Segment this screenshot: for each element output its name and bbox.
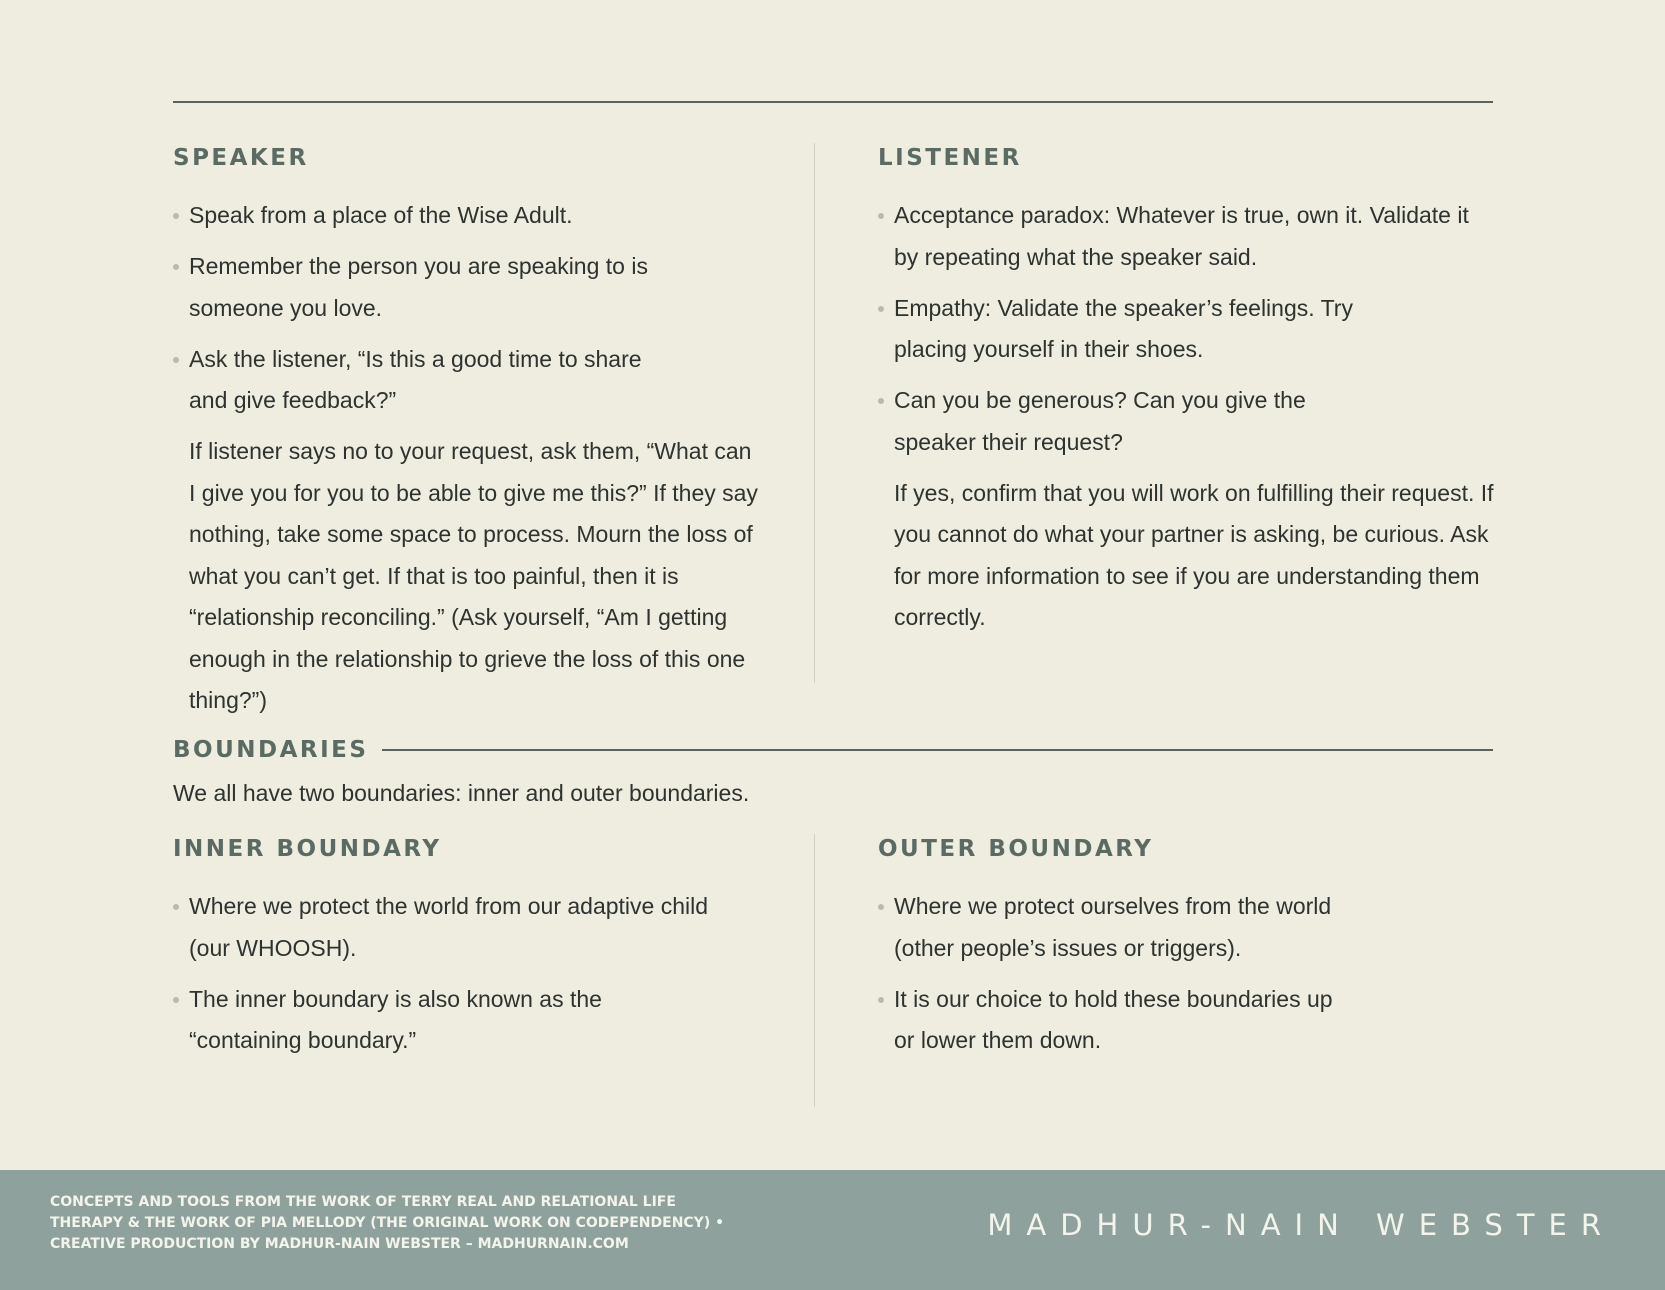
listener-heading: LISTENER (878, 145, 1022, 171)
boundaries-header (173, 735, 1493, 765)
bullet-dot-icon (878, 904, 884, 910)
footer (0, 1170, 1665, 1290)
boundaries-rule (358, 749, 1493, 751)
listener-bullet-text: Acceptance paradox: Whatever is true, own it. Validate it by repeating what the speaker said. (894, 202, 1469, 270)
footer-brand: MADHUR-NAIN WEBSTER (987, 1208, 1615, 1242)
listener-bullet-text: Empathy: Validate the speaker’s feelings. Try placing yourself in their shoes. (894, 294, 1353, 362)
bullet-dot-icon (173, 264, 179, 270)
inner-boundary-bullet-list (173, 886, 783, 1062)
inner-boundary-heading: INNER BOUNDARY (173, 836, 442, 862)
bullet-dot-icon (173, 357, 179, 363)
speaker-bullet (173, 195, 749, 237)
outer-boundary-bullet-list (878, 886, 1493, 1062)
bullet-dot-icon (173, 904, 179, 910)
outer-boundary-bullet (878, 979, 1339, 1062)
inner-boundary-bullet-text: Where we protect the world from our adaptive child (our WHOOSH). (189, 893, 709, 961)
speaker-bullet (173, 339, 649, 422)
outer-boundary-bullet-text: Where we protect ourselves from the world (other people’s issues or triggers). (894, 893, 1332, 961)
speaker-heading: SPEAKER (173, 145, 309, 171)
boundaries-intro-text: We all have two boundaries: inner and outer boundaries. (173, 780, 750, 806)
footer-credits: CONCEPTS AND TOOLS FROM THE WORK OF TERRY REAL AND RELATIONAL LIFE THERAPY & THE WORK OF PIA MELLODY (THE ORIGINAL WORK ON CODEPENDENCY) • CREATIVE PRODUCTION BY MADHUR-NAIN WEBSTER – MADHURNAIN.COM (50, 1194, 725, 1252)
column-divider (814, 834, 815, 1107)
outer-boundary-column (878, 834, 1493, 1071)
speaker-bullet-text: Remember the person you are speaking to is someone you love. (189, 253, 648, 321)
bullet-dot-icon (878, 306, 884, 312)
inner-boundary-bullet-text: The inner boundary is also known as the “containing boundary.” (189, 985, 602, 1053)
outer-boundary-bullet-text: It is our choice to hold these boundaries up or lower them down. (894, 985, 1333, 1053)
listener-followup-text: If yes, confirm that you will work on fulfilling their request. If you cannot do what your partner is asking, be curious. Ask for more information to see if you are understanding them correctly. (894, 479, 1494, 630)
bullet-dot-icon (878, 213, 884, 219)
inner-boundary-column (173, 834, 783, 1071)
inner-boundary-bullet (173, 979, 609, 1062)
listener-bullet (878, 195, 1494, 278)
outer-boundary-heading: OUTER BOUNDARY (878, 836, 1154, 862)
listener-bullet (878, 380, 1374, 463)
listener-column (878, 143, 1493, 639)
boundaries-heading: BOUNDARIES (173, 735, 382, 765)
speaker-bullet (173, 246, 729, 329)
bullet-dot-icon (878, 997, 884, 1003)
speaker-followup-text: If listener says no to your request, ask them, “What can I give you for you to be able to give me this?” If they say nothing, take some space to process. Mourn the loss of what you can’t get. If that is too painful, then it is “relationship reconciling.” (Ask yourself, “Am I getting enough in the relationship to grieve the loss of this one thing?”) (189, 438, 758, 713)
bullet-dot-icon (173, 997, 179, 1003)
communication-section (173, 143, 1494, 713)
bullet-dot-icon (173, 213, 179, 219)
inner-boundary-bullet (173, 886, 709, 969)
speaker-column (173, 143, 783, 722)
top-divider-rule (173, 101, 1493, 103)
bullet-dot-icon (878, 398, 884, 404)
listener-bullet-list (878, 195, 1493, 463)
listener-bullet (878, 288, 1414, 371)
column-divider (814, 143, 815, 683)
speaker-bullet-list (173, 195, 783, 422)
boundaries-section (173, 834, 1493, 1107)
outer-boundary-bullet (878, 886, 1344, 969)
listener-bullet-text: Can you be generous? Can you give the speaker their request? (894, 387, 1306, 455)
speaker-bullet-text: Ask the listener, “Is this a good time to share and give feedback?” (189, 345, 642, 413)
speaker-bullet-text: Speak from a place of the Wise Adult. (189, 202, 573, 228)
